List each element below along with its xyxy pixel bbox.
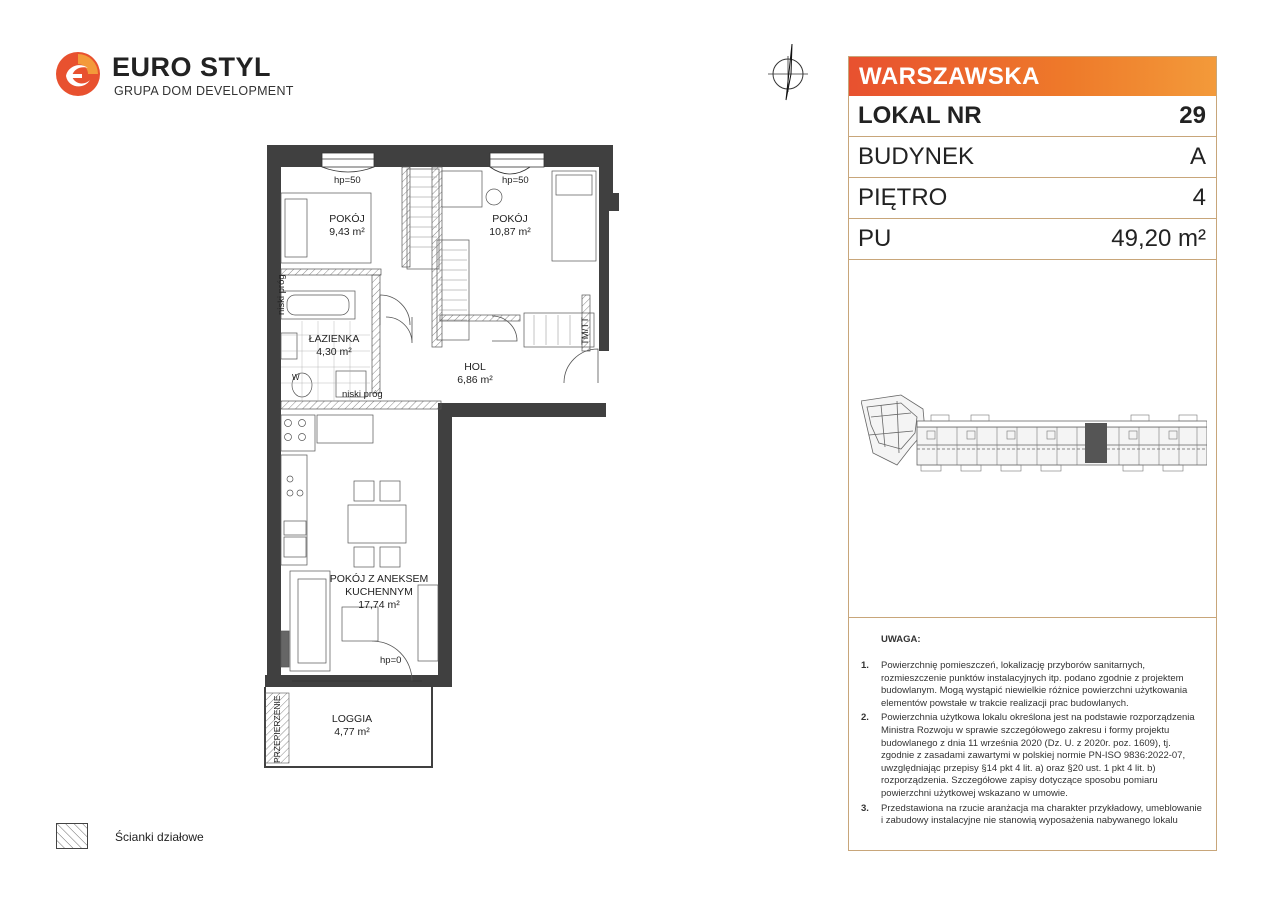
building-key-plan — [861, 387, 1207, 497]
info-value: 29 — [1179, 102, 1206, 129]
legend-label: Ścianki działowe — [115, 830, 204, 844]
washer-label: W — [292, 373, 300, 382]
floor-plan — [262, 145, 622, 770]
room-name: LOGGIA — [331, 713, 373, 725]
investment-title: WARSZAWSKA — [849, 57, 1216, 96]
room-label-living-kitchen — [324, 573, 434, 612]
note-item — [861, 803, 1206, 828]
info-row-floor — [849, 178, 1216, 219]
info-row-building — [849, 137, 1216, 178]
low-threshold-label: niski próg — [276, 274, 287, 315]
partition-walls-swatch — [56, 823, 88, 849]
room-area: 4,77 m² — [334, 726, 370, 738]
north-arrow-icon — [762, 40, 818, 106]
room-label-bedroom-1 — [322, 213, 372, 239]
room-name: POKÓJ Z ANEKSEM — [329, 573, 429, 585]
info-label: LOKAL NR — [858, 102, 982, 129]
room-name-line2: KUCHENNYM — [345, 586, 413, 598]
sill-height-label: hp=50 — [502, 175, 529, 186]
room-label-bathroom — [304, 333, 364, 359]
sill-height-label: hp=0 — [380, 655, 402, 666]
info-value: A — [1189, 143, 1206, 170]
info-value: 49,20 m² — [1111, 225, 1206, 252]
floor-plan-drawing — [262, 145, 622, 770]
room-name: HOL — [464, 361, 486, 373]
note-text: Powierzchnia użytkowa lokalu określona jest na podstawie rozporządzenia Ministra Rozwoju w sprawie szczegółowego zakresu i formy projektu budowlanego z dnia 11 września 2020 (Dz. U. z 2020r. poz. 1609), tj. zgodnie z zasadami zawartymi w polskiej normie PN-ISO 9836:2022-07, uwzględniając przepisy §14 pkt 4 lit. a) oraz §20 ust. 1 pkt 4 lit. b) rozporządzenia. Szczegółowe zapisy dotyczące sposobu pomiaru powierzchni użytkowej wskazano w umowie. — [881, 712, 1195, 799]
info-label: PU — [858, 225, 892, 252]
room-area: 17,74 m² — [358, 599, 400, 611]
note-text: Przedstawiona na rzucie aranżacja ma charakter przykładowy, umeblowanie i zabudowy instalacyjne nie stanowią wyposażenia nabywanego lokalu — [881, 802, 1202, 827]
room-label-loggia — [326, 713, 378, 739]
meter-label: TM/TT — [580, 317, 591, 345]
notes-section — [849, 617, 1216, 850]
info-value: 4 — [1192, 184, 1206, 211]
notes-title: UWAGA: — [881, 634, 921, 645]
brand-name: EURO STYL — [112, 52, 272, 82]
note-number: 3. — [861, 802, 869, 814]
brand-logo — [54, 50, 294, 102]
brand-subtitle: GRUPA DOM DEVELOPMENT — [114, 84, 294, 98]
sill-height-label: hp=50 — [334, 175, 361, 186]
info-label: BUDYNEK — [858, 143, 975, 170]
note-item — [861, 660, 1206, 710]
highlighted-unit-marker — [1085, 423, 1107, 463]
note-item — [861, 712, 1206, 800]
room-area: 6,86 m² — [457, 374, 493, 386]
info-row-unit — [849, 96, 1216, 137]
low-threshold-label: niski próg — [342, 389, 383, 400]
info-row-area — [849, 219, 1216, 260]
unit-info-panel — [848, 56, 1217, 851]
room-name: POKÓJ — [329, 213, 365, 225]
note-number: 1. — [861, 660, 869, 671]
room-area: 9,43 m² — [329, 226, 365, 238]
partition-label: PRZEPIERZENIE — [272, 695, 282, 763]
room-name: POKÓJ — [492, 213, 528, 225]
note-text: Powierzchnię pomieszczeń, lokalizację przyborów sanitarnych, rozmieszczenie punktów instalacyjnych itp. podano zgodnie z projektem budowlanym. Mogą wystąpić niewielkie różnice powierzchni użytkowania elementów powstałe w trakcie realizacji prac budowlanych. — [881, 660, 1188, 709]
room-name: ŁAZIENKA — [308, 333, 360, 345]
room-area: 10,87 m² — [489, 226, 531, 238]
room-label-hall — [450, 361, 500, 387]
info-label: PIĘTRO — [858, 184, 948, 211]
note-number: 2. — [861, 712, 869, 724]
eurostyl-logo-icon — [54, 50, 102, 98]
room-label-bedroom-2 — [484, 213, 536, 239]
room-area: 4,30 m² — [316, 346, 352, 358]
